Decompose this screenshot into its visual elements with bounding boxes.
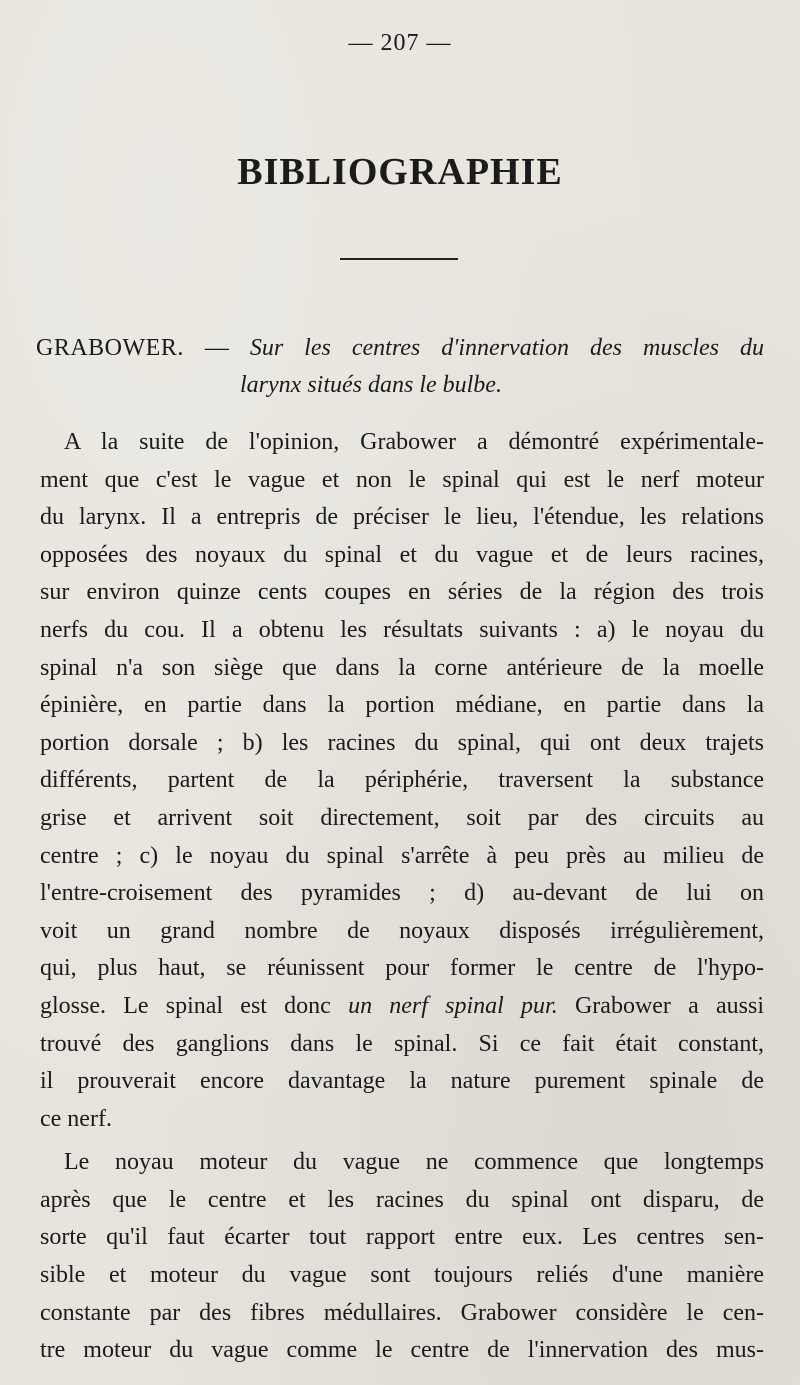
text-line: spinal n'a son siège que dans la corne antérieure de la moelle (40, 654, 764, 681)
text-fragment: Grabower a aussi (557, 992, 765, 1019)
text-fragment: glosse. Le spinal est donc (40, 992, 349, 1019)
text-line: après que le centre et les racines du spinal ont disparu, de (40, 1186, 764, 1213)
text-line: opposées des noyaux du spinal et du vague et de leurs racines, (40, 541, 764, 568)
entry-title-part-1: Sur les centres d'innervation des muscles du (249, 335, 765, 361)
bibliography-entry-heading (36, 330, 764, 404)
section-title: BIBLIOGRAPHIE (237, 151, 563, 193)
entry-author: GRABOWER. (36, 335, 184, 361)
text-line: sorte qu'il faut écarter tout rapport entre eux. Les centres sen- (40, 1224, 764, 1251)
entry-heading-line-1 (36, 330, 764, 367)
paragraph-2 (40, 1144, 764, 1370)
text-line: sible et moteur du vague sont toujours reliés d'une manière (40, 1262, 764, 1289)
text-line: sur environ quinze cents coupes en séries de la région des trois (40, 579, 764, 606)
italic-phrase: un nerf spinal pur. (348, 992, 558, 1019)
body-text (40, 424, 764, 1370)
page-number: — 207 — (348, 30, 452, 56)
text-line: voit un grand nombre de noyaux disposés irrégulièrement, (40, 917, 764, 944)
text-line: du larynx. Il a entrepris de préciser le lieu, l'étendue, les relations (40, 504, 764, 531)
text-line: ce nerf. (40, 1105, 112, 1132)
text-line: portion dorsale ; b) les racines du spinal, qui ont deux trajets (40, 729, 764, 756)
text-line: centre ; c) le noyau du spinal s'arrête à peu près au milieu de (40, 842, 764, 869)
entry-title-part-2: larynx situés dans le bulbe. (240, 372, 502, 398)
title-divider (340, 258, 458, 260)
text-line (40, 988, 764, 1026)
text-line: l'entre-croisement des pyramides ; d) au-devant de lui on (40, 880, 764, 907)
text-line: trouvé des ganglions dans le spinal. Si ce fait était constant, (40, 1030, 764, 1057)
text-line: ment que c'est le vague et non le spinal qui est le nerf moteur (40, 466, 764, 493)
entry-heading-line-2 (36, 367, 764, 404)
text-line: nerfs du cou. Il a obtenu les résultats suivants : a) le noyau du (40, 616, 764, 643)
text-line: différents, partent de la périphérie, traversent la substance (40, 767, 764, 794)
entry-dash: — (183, 335, 250, 361)
paragraph-1 (40, 424, 764, 1138)
text-line: Le noyau moteur du vague ne commence que longtemps (64, 1149, 764, 1176)
text-line: il prouverait encore davantage la nature purement spinale de (40, 1068, 764, 1095)
text-line: qui, plus haut, se réunissent pour former le centre de l'hypo- (40, 955, 764, 982)
text-line: constante par des fibres médullaires. Grabower considère le cen- (40, 1299, 764, 1326)
text-line: grise et arrivent soit directement, soit par des circuits au (40, 804, 764, 831)
text-line: tre moteur du vague comme le centre de l'innervation des mus- (40, 1337, 764, 1364)
text-line: épinière, en partie dans la portion médiane, en partie dans la (40, 692, 764, 719)
text-line: A la suite de l'opinion, Grabower a démontré expérimentale- (64, 429, 764, 455)
